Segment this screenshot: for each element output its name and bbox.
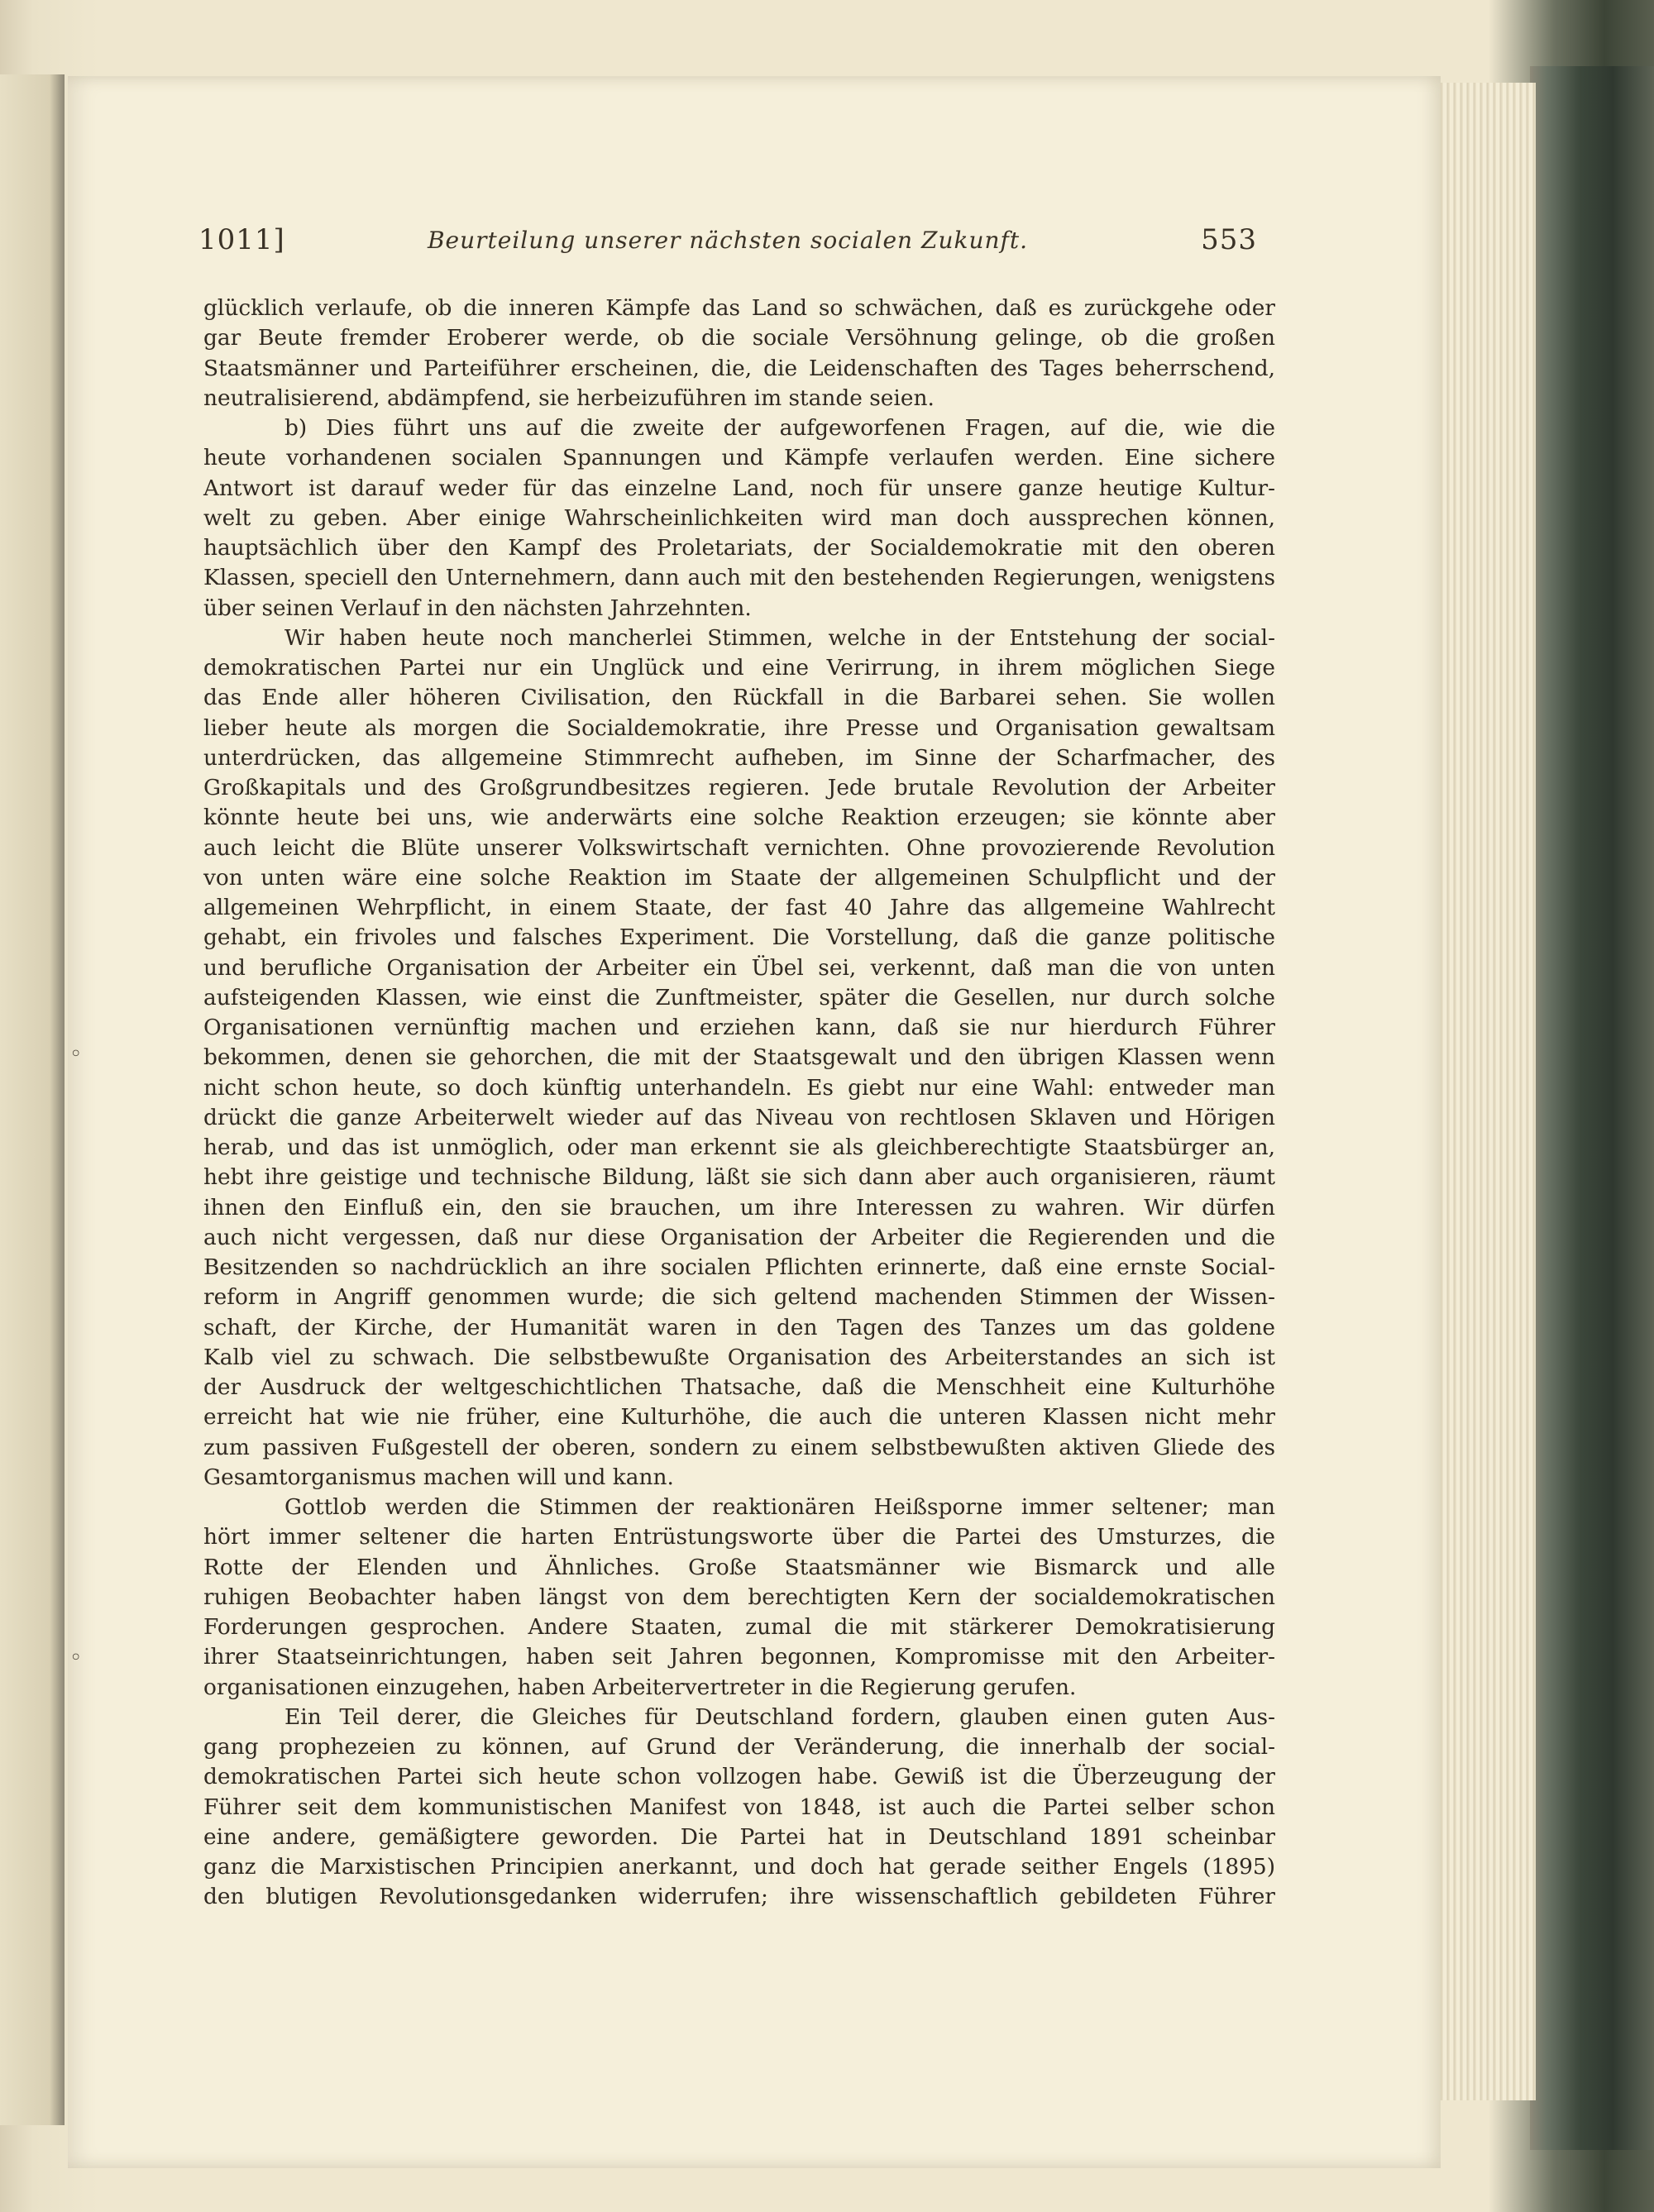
text-line: auch nicht vergessen, daß nur diese Organisation der Arbeiter die Regierenden und die [203, 1224, 1275, 1250]
text-line: hört immer seltener die harten Entrüstungsworte über die Partei des Umsturzes, die [203, 1524, 1275, 1550]
text-line: Kalb viel zu schwach. Die selbstbewußte Organisation des Arbeiterstandes an sich ist [203, 1344, 1275, 1370]
text-line: Forderungen gesprochen. Andere Staaten, zumal die mit stärkerer Demokratisierung [203, 1614, 1275, 1640]
text-line: welt zu geben. Aber einige Wahrscheinlichkeiten wird man doch aussprechen können, [203, 504, 1275, 531]
text-line: ruhigen Beobachter haben längst von dem berechtigten Kern der socialdemokratischen [203, 1584, 1275, 1610]
text-line: unterdrücken, das allgemeine Stimmrecht aufheben, im Sinne der Scharfmacher, des [203, 744, 1275, 771]
text-line: hauptsächlich über den Kampf des Proletariats, der Socialdemokratie mit den oberen [203, 535, 1275, 561]
text-line: ganz die Marxistischen Principien anerkannt, und doch hat gerade seither Engels (1895) [203, 1854, 1275, 1880]
text-line: nicht schon heute, so doch künftig unterhandeln. Es giebt nur eine Wahl: entweder man [203, 1074, 1275, 1101]
text-line: Gottlob werden die Stimmen der reaktionären Heißsporne immer seltener; man [284, 1494, 1275, 1520]
text-line: Staatsmänner und Parteiführer erscheinen, die, die Leidenschaften des Tages beherrschend, [203, 355, 1275, 381]
text-line: Wir haben heute noch mancherlei Stimmen, welche in der Entstehung der social- [284, 624, 1275, 651]
text-line: neutralisierend, abdämpfend, sie herbeizuführen im stande seien. [203, 385, 935, 411]
running-header [198, 223, 1257, 265]
text-line: erreicht hat wie nie früher, eine Kulturhöhe, die auch die unteren Klassen nicht mehr [203, 1404, 1275, 1431]
text-line: lieber heute als morgen die Socialdemokratie, ihre Presse und Organisation gewaltsam [203, 714, 1275, 741]
text-line: hebt ihre geistige und technische Bildung, läßt sie sich dann aber auch organisieren, räumt [203, 1164, 1275, 1191]
text-line: gang prophezeien zu können, auf Grund der Veränderung, die innerhalb der social- [203, 1734, 1275, 1760]
text-line: Gesamtorganismus machen will und kann. [203, 1464, 674, 1490]
text-line: Ein Teil derer, die Gleiches für Deutschland fordern, glauben einen guten Aus- [284, 1703, 1275, 1730]
text-line: der Ausdruck der weltgeschichtlichen Thatsache, daß die Menschheit eine Kulturhöhe [203, 1374, 1275, 1400]
text-line: gar Beute fremder Eroberer werde, ob die sociale Versöhnung gelinge, ob die großen [203, 325, 1275, 351]
text-line: und berufliche Organisation der Arbeiter ein Übel sei, verkennt, daß man die von unten [203, 954, 1275, 981]
text-line: allgemeinen Wehrpflicht, in einem Staate, der fast 40 Jahre das allgemeine Wahlrecht [203, 895, 1275, 920]
text-line: das Ende aller höheren Civilisation, den Rückfall in die Barbarei sehen. Sie wollen [203, 685, 1275, 711]
text-line: eine andere, gemäßigtere geworden. Die Partei hat in Deutschland 1891 scheinbar [203, 1823, 1275, 1850]
text-line: glücklich verlaufe, ob die inneren Kämpfe das Land so schwächen, daß es zurückgehe oder [203, 295, 1275, 321]
text-line: demokratischen Partei nur ein Unglück und eine Verirrung, in ihrem möglichen Siege [203, 655, 1275, 681]
text-line: schaft, der Kirche, der Humanität waren in den Tagen des Tanzes um das goldene [203, 1314, 1275, 1340]
text-line: Besitzenden so nachdrücklich an ihre socialen Pflichten erinnerte, daß eine ernste Social- [203, 1254, 1275, 1280]
header-title: Beurteilung unserer nächsten socialen Zukunft. [427, 227, 1029, 254]
text-line: von unten wäre eine solche Reaktion im Staate der allgemeinen Schulpflicht und der [203, 864, 1275, 891]
text-line: Führer seit dem kommunistischen Manifest von 1848, ist auch die Partei selber schon [203, 1794, 1275, 1820]
text-line: auch leicht die Blüte unserer Volkswirtschaft vernichten. Ohne provozierende Revolution [203, 834, 1275, 861]
body-text [203, 294, 1275, 1913]
book-cover-edge [1530, 66, 1654, 2150]
text-line: Antwort ist darauf weder für das einzelne Land, noch für unsere ganze heutige Kultur- [203, 475, 1275, 501]
text-line: drückt die ganze Arbeiterwelt wieder auf das Niveau von rechtlosen Sklaven und Hörigen [203, 1104, 1275, 1130]
text-line: reform in Angriff genommen wurde; die sich geltend machenden Stimmen der Wissen- [203, 1284, 1275, 1311]
text-line: heute vorhandenen socialen Spannungen und Kämpfe verlaufen werden. Eine sichere [203, 445, 1275, 471]
text-line: Großkapitals und des Großgrundbesitzes regieren. Jede brutale Revolution der Arbeiter [203, 775, 1275, 800]
text-line: Klassen, speciell den Unternehmern, dann auch mit den bestehenden Regierungen, wenigstens [203, 565, 1275, 591]
text-line: demokratischen Partei sich heute schon vollzogen habe. Gewiß ist die Überzeugung der [203, 1764, 1275, 1790]
margin-mark: ◦ [69, 1042, 83, 1067]
text-line: Organisationen vernünftig machen und erziehen kann, daß sie nur hierdurch Führer [203, 1015, 1275, 1040]
text-line: ihnen den Einfluß ein, den sie brauchen, um ihre Interessen zu wahren. Wir dürfen [203, 1194, 1275, 1221]
text-line: bekommen, denen sie gehorchen, die mit der Staatsgewalt und den übrigen Klassen wenn [203, 1044, 1275, 1071]
text-line: Rotte der Elenden und Ähnliches. Große Staatsmänner wie Bismarck und alle [203, 1554, 1275, 1580]
text-line: über seinen Verlauf in den nächsten Jahrzehnten. [203, 595, 752, 621]
text-line: aufsteigenden Klassen, wie einst die Zunftmeister, später die Gesellen, nur durch solche [203, 984, 1275, 1010]
text-line: zum passiven Fußgestell der oberen, sondern zu einem selbstbewußten aktiven Gliede des [203, 1434, 1275, 1460]
text-line: könnte heute bei uns, wie anderwärts eine solche Reaktion erzeugen; sie könnte aber [203, 805, 1275, 831]
left-page-edge [0, 74, 65, 2125]
text-line: herab, und das ist unmöglich, oder man erkennt sie als gleichberechtigte Staatsbürger an, [203, 1135, 1275, 1160]
page-stack-edges [1435, 83, 1536, 2100]
text-line: gehabt, ein frivoles und falsches Experiment. Die Vorstellung, daß die ganze politische [203, 924, 1275, 951]
margin-mark: ◦ [69, 1646, 83, 1670]
text-line: organisationen einzugehen, haben Arbeitervertreter in die Regierung gerufen. [203, 1674, 1077, 1700]
page-number: 553 [1201, 223, 1257, 256]
text-line: ihrer Staatseinrichtungen, haben seit Jahren begonnen, Kompromisse mit den Arbeiter- [203, 1644, 1275, 1670]
text-line: b) Dies führt uns auf die zweite der aufgeworfenen Fragen, auf die, wie die [284, 415, 1275, 441]
header-section-number: 1011] [198, 223, 285, 256]
text-line: den blutigen Revolutionsgedanken widerrufen; ihre wissenschaftlich gebildeten Führer [203, 1884, 1275, 1910]
